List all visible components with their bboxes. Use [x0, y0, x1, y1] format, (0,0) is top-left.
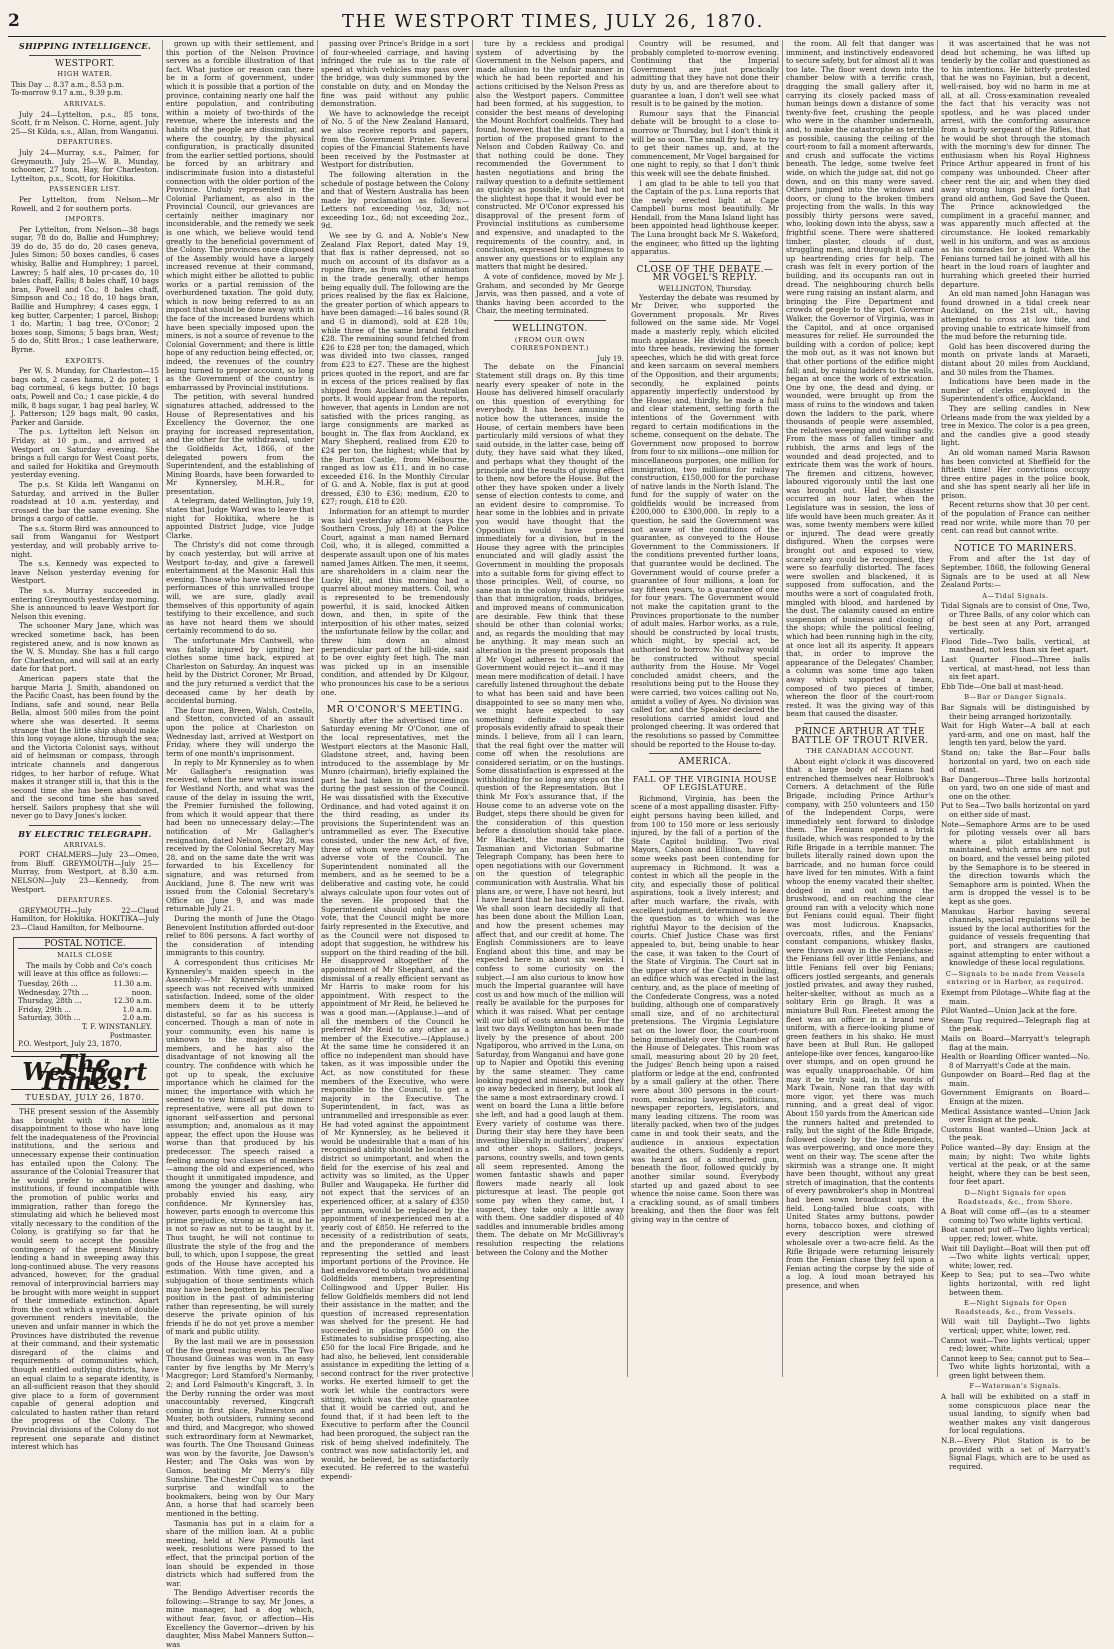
signal-item: Ebb Tide—One ball at mast-head. [941, 681, 1064, 691]
tel-departures-text: GREYMOUTH—July 22—Claud Hamilton, for Hokitika. HOKITIKA—July 23—Claud Hamilton, for Melbourne. [11, 905, 159, 932]
wellington-continued: Country will be resumed, and probably completed to-morrow evening. Continuing that the Imperial Government are just practically admitting that they have not done their duty by us, and are therefore about to guarantee a loan, I don't well see what result is to be gained by the motion. [631, 39, 779, 109]
divider [959, 540, 1072, 541]
postmaster-title: Postmaster. [109, 1030, 152, 1040]
news-paragraph: The petition, with several hundred signatures attached, addressed to the House of Representatives and his Excellency the Governor, the one praying for increased representation, and the other for the withdrawal, under the Goldfields Act, 1866, of the delegated powers from the Superintendent, and the establishing of Mining Boards, have been forwarded to Mr Kynnersley, M.H.R., for presentation. [166, 392, 314, 496]
signal-item: Boat cannot put off—Two lights vertical; upper, red; lower, white. [941, 1225, 1090, 1243]
shipping-note: The p.s. Lyttelton left Nelson on Friday, at 10 p.m., and arrived at Westport on Saturday evening. She brings a full cargo for West Coast ports, and sailed for Hokitika and Greymouth yesterday evening. [11, 427, 159, 480]
exports-text: Per W. S. Munday, for Charleston—15 bags oats, 2 cases hams, 2 do poter, 1 bag cornmeal, 6 kegs butter, 10 bags oats, Powell and Co.; 1 case pickle, 4 do milk, 8 bags sugar, 1 bag peal barley, W. J. Patterson; 129 bags malt, 90 casks, Parker and Garside. [11, 366, 159, 427]
divider [649, 261, 761, 262]
america-heading: AMERICA. [678, 757, 732, 768]
running-title: THE WESTPORT TIMES, JULY 26, 1870. [341, 10, 764, 32]
news-paragraph: The following alteration in the schedule of postage between the Colony and that of Western Australia has been made by proclamation as follows:—Letters not exceeding ½oz, 3d; not exceeding 1oz., 6d; not exceeding 2oz., 9d. [321, 169, 469, 231]
imports-heading: IMPORTS. [65, 215, 105, 224]
bar-signals-heading: B—Bar or Danger Signals. [964, 693, 1067, 702]
signal-item: Flood Tide—Two balls, vertical, at masthead, not less than six feet apart. [941, 636, 1090, 655]
bar-signals-list [941, 704, 1090, 968]
news-paragraph: Rumour says that the Financial debate will be brought to a close to-morrow or Thursday, but I don't think it will be so soon. The small fry have to try to get their names up, and, at the commencement, Mr Vogel bargained for one night to reply, so that I don't think this week will see the debate finished. [631, 108, 779, 178]
column-1 [8, 40, 163, 1452]
meeting-heading: MR O'CONOR'S MEETING. [326, 705, 464, 716]
shipping-note: The schooner Mary Jane, which was wrecked sometime back, has been registered anew, and is now known as the W. S. Munday. She has a full cargo for Charleston, and will sail at an early date for that port. [11, 621, 159, 674]
shipping-note: The s.s. Storm Bird was announced to sail from Wanganui for Westport yesterday, and will probably arrive to-night. [11, 523, 159, 559]
shore-night-signals-list [941, 1208, 1090, 1297]
signal-item: Put to Sea—Two balls horizontal on yard on either side of mast. [941, 801, 1090, 820]
signal-item: Last Quarter Flood—Three balls vertical, at mast-head, not less than six feet apart. [941, 654, 1090, 682]
signal-item: Mails on Board—Marryatt's telegraph flag at the main. [941, 1033, 1090, 1052]
signal-item: Note—Semaphore Arms are to be used for piloting vessels over all bars where a pilot establishment is maintained, which arms are not put on board, and the vessel being piloted by the Semaphore is to be steered in the direction towards which the Semaphore arm is pointed. When the arm is dropped the vessel is to be kept as she goes. [941, 819, 1090, 906]
prince-arthur-heading: PRINCE ARTHUR AT THE BATTLE OF TROUT RIVER. [791, 726, 929, 746]
mail-time: 11.30 a.m. [113, 978, 152, 988]
column-6 [783, 40, 938, 1377]
postal-notice-box [13, 937, 157, 1052]
divider [649, 753, 761, 754]
news-paragraph: We see by G. and A. Noble's New Zealand Flax Report, dated May 19, that flax is rather depressed, not so much on account of its disfavor as a ropine fibre, as from want of animation in the trade generally, other hemps being equally dull. The following are the prices realised by the flax ex Halcione, the greater portion of which appears to have been damaged:—16 bales sound (R and G in diamond), sold at £28 10s; while three of the same brand fetched £28. The remaining sound fetched from £26 to £28 per ton; the damaged, which was divided into two classes, ranged from £23 to £27. These are the highest prices quoted in the report, and are far in excess of the prices realised by flax shipped from Auckland and Australian ports. It would appear from the reports, however, that agents in London are not satisfied with the prices ranging, as large consignments are marked as bought in. The flax from Auckland, ex Mary Shepherd, realised from £20 to £24 per ton, the highest; while that by the Burton Castle, from Melbourne, ranged as low as £11, and in no case exceeded £16. In the Monthly Circular of G. and A. Noble, flax is put at good dressed, £30 to £36; medium, £20 to £27; rough, £18 to £20. [321, 231, 469, 507]
telegraph-heading: BY ELECTRIC TELEGRAPH. [18, 829, 152, 840]
mail-day: Friday, 29th ... [18, 1004, 72, 1014]
news-paragraph: I am glad to be able to tell you that the Captain of the p.s. Luna reports that the newly erected light at Cape Campbell burns most beautifully. Mr Hendall, from the Mana Island light has been appointed head lighthouse keeper. The Luna brought back Mr S. Wakeford, the engineer, who fitted up the lighting apparatus. [631, 178, 779, 257]
waterman-signals-list [941, 1393, 1090, 1471]
passenger-heading: PASSENGER LIST. [49, 185, 121, 194]
news-paragraph: A telegram, dated Wellington, July 19, states that Judge Ward was to leave that night for Hokitika, where he is appointed District Judge, vice Judge Clarke. [166, 496, 314, 540]
news-paragraph: Tasmania has put in a claim for a share of the million loan. At a public meeting, held at New Plymouth last week, resolutions were passed to the effect, that the principal portion of the loan should be expended in those districts which had suffered from the war. [166, 1518, 314, 1588]
signal-item: Exempt from Pilotage—White flag at the main. [941, 987, 1090, 1006]
tidal-signals-list [941, 602, 1090, 691]
prince-arthur-continued: it was ascertained that he was not dead but scheming, he was lifted up tenderly by the collar and questioned as to his intentions. He bitterly protested that he was no Fayinian, but a decent, well-raised, boy wid no harm in me at all, at all. Cross-examination revealed the fact that his veracity was not spotless, and he was placed under arrest, with the comforting assurance from a burly sergeant of the Rifles, that he would be shot through the stomach with the morning's dew for dinner. The enthusiasm when his Royal Highness Prince Arthur appeared in front of his company was unbounded. Cheer after cheer rent the air, and when they died away strong lungs pealed forth that grand old anthem, God Save the Queen. The Prince acknowledged the compliment in a graceful manner, and was apparently much affected at the circumstance. He looked remarkably well in his uniform, and was as anxious as his comrades for a fight. When the Fenians turned tail he joined with all his heart in the loud roars of laughter and hurrahing which greeted their hurried departure. [941, 39, 1090, 289]
mariners-notice-heading: NOTICE TO MARINERS. [954, 543, 1077, 554]
wellington-text: The debate on the Financial Statement still drags on. By this time nearly every speaker of note in the House has delivered himself oracularly on this question of everything for everybody. It has been amusing to notice how the utterances, inside the House, of certain members have been particularly mild versions of what they said outside, in the latter case, being off duty, they have said what they liked, and perhaps what they thought of the principle and the results of giving effect to them, now before the House. But the other they have spoken under a lively sense of election contests to come, and an evident desire to compromise. To hear some in the lobbies and in private you would have thought that the Opposition would have pressed immediately for a division, but in the House they agree with the principles enunciated and will gladly assist the Government in moulding the proposals into a suitable form for giving effect to those principles. Well, of course, no sane man in the colony thinks otherwise than that immigration, roads, bridges, and improved means of communication are desirable. Few think that these should be other than colonial works; and, as regards the moulding that may be anything. It may mean such an alteration in the present proposals that if Mr Vogel adheres to his word the Government would reject it—and it may mean mere modification of detail. I have carefully listened throughout the debate to what has been said and have been disappointed to see so many men who, we might have expected to say something definite about these proposals evidently afraid to speak their minds. I believe, from all I can learn, that the real fight over the matter will come off when the resolutions are considered seriatim, or on the hustings. Some dissatisfaction is expressed at the withholding for so long any steps on the question of the Representation. But I think Mr Fox's assurance that, if the House come to an adverse vote on the Budget, steps there should be given for the consideration of this question before a dissolution should take place. Mr Blackett, the manager of the Tasmanian and Victorian Submarine Telegraph Company, has been here to open negotiations with our Government on the question of telegraphic communication with Australia. What his plans are, or were, I have not heard, but I have heard that he has signally failed. We shall soon learn decidedly all that has been done about the Million Loan, and how the present schemes may affect that, and our credit at home. The English Commissioners are to leave England about this time, and may be expected here in about six weeks. I confess to some curiosity on the subject.—I am also curious to know how much the Imperial guarantee will have cost us and how much of the million will really be available for the purposes for which it was raised. What per centage will our bill of costs amount to. For the last two days Wellington has been made lively by the presence of about 200 Ngatiporou, who arrived in the Luna, on Saturday, from Wanganui and have gone up to Napier and Opotiki this evening by the same steamer. They came looking ragged and miserable, and they go away bedecked in finery, but look all the same a most extraordinary crowd. I went on board the Luna a little before she left, and had a good laugh at them. Every variety of costume was there. During their stay here they have been investing liberally in outfitters', drapers' and other shops. Sailors, jockeys, parsons, country swells, and town gents all seem represented. Among the women fantastic shawls and paper flowers made nearly all look picturesque at least. The people got some pay when they came, but, I suspect, they take only a little away with them. One saddler disposed of 40 saddles and innumerable bridles among them. The debate on Mr McGillivray's resolution respecting the relations between the Colony and the Mother [476, 362, 624, 1257]
divider [339, 701, 451, 702]
debate-heading: CLOSE OF THE DEBATE.—MR VOGEL'S REPLY. [636, 264, 774, 284]
news-paragraph: passing over Prince's Bridge in a sort of four-wheeled carriage, and having infringed the rule as to the rate of speed at which vehicles may pass over the bridge, was duly summoned by the constable on duty, and on Monday the fine was paid without any public demonstration. [321, 39, 469, 109]
signal-item: A ball will be exhibited on a staff in some conspicuous place near the usual landing, to signify when bad weather makes any visit dangerous for local regulations. [941, 1392, 1090, 1436]
postal-notice-heading: POSTAL NOTICE. [18, 940, 152, 950]
debate-text: Yesterday the debate was resumed by Mr Driver, who supported the Government proposals. Mr Rives followed on the same side. Mr Vogel made a masterly reply, which elicited much applause. He divided his speech into three heads, reviewing the former speeches, which he did with great force and keen sarcasm on several members of the Opposition, and their arguments; secondly, he explained points apparently imperfectly understood by the House; and, thirdly, he made a full and clear statement, setting forth the intentions of the Government with regard to certain modifications in the scheme, consequent on the debate. The Government now proposed to borrow from four to six millions—one million for miscellaneous purposes, one million for immigration, two millions for railway construction, £150,000 for the purchase of native lands in the North Island. The fund for the supply of water on the goldfields would be increased from £200,000 to £300,000. In reply to a question, he said the Government was not aware of the conditions of the guarantee, as conveyed to the House Government to the Commissioners. If the conditions prevented further loans, that guarantee would be declined. The Government would of course prefer a guarantee of four millions, a loan for say fifteen years, to a guarantee of one for four years. The Government would not make the capitation grant to the Provinces proportionate to the number of adult males. Harbor works, as a rule, should be constructed by local trusts, which might, by special act, be authorised to borrow. No railway would be constructed without special authority from the House. Mr Vogel concluded amidst cheers, and the resolutions being put to the House they were carried, two voices calling out No, amidst a volley of Ayes. No division was called for, and the Speaker declared the resolutions carried amidst loud and prolonged cheering. It was ordered that the resolutions so passed by Committee should be reported to the House to-day. [631, 292, 779, 749]
column-7 [938, 39, 1093, 1471]
news-paragraph: During the month of June the Otago Benevolent Institution afforded out-door relief to 806 persons. A fact worthy of the consideration of intending immigrants to this country. [166, 913, 314, 958]
signal-item: N.B.—Every Pilot Station is to be provided with a set of Marryatt's Signal Flags, which are to be used as required. [941, 1436, 1090, 1471]
signal-item: Wait for High Water—A ball at each yard-arm, and one on mast, half the length ten yard, below the yard. [941, 721, 1090, 748]
mail-time: 12.30 a.m. [113, 996, 152, 1006]
editorial-continued: grown up with their settlement, and this portion of the Nelson Province serves as a forcible illustration of that fact. What justice or reason can there be in a form of government, under which it is possible that a portion of the province, containing nearly one half the entire population, and contributing within a moiety of two-thirds of the revenue, where the interests and the habits of the people are dissimilar, and where the country, by the physical configuration, is practically disunited from the earlier settled portions, should be forced by an arbitrary and indiscriminate fusion into a distasteful connection with the older portion of the Province. Unduly represented in the Colonial Parliament, as also in the Provincial Council, our grievances are certainly neither imaginary nor inconsiderable, and the remedy we seek is one which, we believe would tend greatly to the beneficial government of the Colony. The provinces once disposed of the Assembly would have a largely increased revenue at their command, which might either be allotted to public works or a partial remission of the overburdened taxation. The gold duty, which is now being referred to as an impost that should be done away with in the face of the increased burdens which have been specially imposed upon the miners, is not a source of revenue to the Colonial Government; and there is little hope of any reduction being effected, or, indeed, the revenues of the country being turned to proper account, so long as the Government of the country is embarrassed by Provincial institutions. [166, 39, 314, 392]
newspaper-nameplate: The Westport Times. [11, 1056, 159, 1090]
waterman-signals-heading: F—Waterman's Signals. [969, 1382, 1062, 1391]
mails-close-heading: MAILS CLOSE [57, 951, 113, 960]
vessel-night-signals-list [941, 1318, 1090, 1380]
mail-time: 2.0 a.m. [122, 1013, 152, 1023]
page-number: 2 [8, 11, 20, 31]
mail-time: 1.0 a.m. [122, 1004, 152, 1014]
shipping-note: The p.s. St Kilda left Wanganui on Saturday, and arrived in the Buller roadstead at 10 a.m. yesterday, and crossed the bar the same evening. She brings a cargo of cattle. [11, 479, 159, 524]
signal-item: A Boat will come off—(as to a steamer coming to) Two white lights vertical. [941, 1207, 1090, 1225]
divider [29, 825, 141, 826]
debate-dateline: WELLINGTON, Thursday. [658, 284, 752, 294]
shipping-note: The s.s. Murray succeeded in entering Greymouth yesterday morning. She is announced to leave Westport for Nelson this evening. [11, 586, 159, 621]
signal-item: Stand on; take the Bar—Four balls horizontal on yard, two on each side of mast. [941, 747, 1090, 775]
signal-item: Health or Boarding Officer wanted—No. 8 of Marryatt's Code at the main. [941, 1052, 1090, 1070]
passenger-text: Per Lyttelton, from Nelson—Mr Rowell, and 2 for southern ports. [11, 194, 159, 213]
news-paragraph: An old man named John Hanagan was found drowned in a tidal creek near Auckland, on the 21st ult., having attempted to cross at low tide, and proving unable to extricate himself from the mud before the returning tide. [941, 289, 1090, 342]
mail-day: Saturday, 30th ... [18, 1013, 81, 1023]
divider [804, 723, 916, 724]
signal-item: Keep to Sea; put to sea—Two white lights horizontal, with red light between them. [941, 1270, 1090, 1297]
exports-heading: EXPORTS. [65, 356, 105, 365]
departures-heading: DEPARTURES. [56, 138, 114, 147]
signal-item: Gunpowder on Board—Red flag at the main. [941, 1070, 1090, 1088]
mails-intro: The mails by Cobb and Co's coach will leave at this office as follows:— [18, 960, 152, 979]
signal-item: Tidal Signals are to consist of One, Two, or Three Balls, of any color which can be best seen at any Port, arranged vertically. [941, 601, 1090, 637]
prince-arthur-text: About eight o'clock it was discovered that a large body of Fenians had entrenched themselves near Holbrook's Corners. A detachment of the Rifle Brigade, including Prince Arthur's company, with 250 volunteers and 150 of the Independent Corps, were immediately sent forward to dislodge them. The Fenians opened a brisk fusilade, which was responded to by the Rifle Brigade in a terrible manner. The bullets literally rained down upon the barricade, and no human force could have lived for ten minutes. With a faint whoop the enemy vacated their shelter, dodged in and out among the brushwood, and on reaching the clear ground ran with a velocity which none but Fenians could equal. Their flight was most ludicrous. Knapsacks, overcoats, rifles, and the Fenians' constant companions, whiskey flasks, were thrown away in the steeplechase; the Fenians fell over little Fenians, and little Fenians fell over big Fenians; officers jostled sergeants, and generals jostled privates, and away they rushed, helter-skelter, without as much as a solitary Erin go Bragh. It was a miniature Bull Run. Fleetest among the fleet was an officer in a brand new uniform, with a fierce-looking plume of green feathers in his shako. He must have been at Bull Run. He galloped antelope-like over fences, kangaroo-like over stumps, and on open ground he was equally unapproachable. Of him may it be truly said, in the words of Mark Twain, None ran that day with more vigor, yet there was much running, and a great deal of vigor. About 150 yards from the American side the runners halted and pretended to rally, but the sight of the Rifle Brigade, followed closely by the Independents, was overpowering, and once more they went on their way. The scene after the skirmish was a strange one. It might have been thought, without any great stretch of imagination, that the contents of every pawnbroker's shop in Montreal had been sown broadcast upon the field. Long-tailed blue coats, with United States army buttons, powder horns, tobacco boxes, and clothing of every description were strewed wholesale over a two-acre field. As the Rifle Brigade were returning leisurely from the Fenian chase they fell upon a Fenian acting the corpse by the side of a log. A loud moan betrayed his presence, and when [786, 756, 934, 1290]
news-paragraph: They are selling candles in New Orleans made from the wax yielded by a tree in Mexico. The color is a pea green, and the candles give a good steady light. [941, 403, 1090, 448]
signal-item: Steam Tug required—Telegraph flag at the peak. [941, 1015, 1090, 1034]
meeting-conclusion: A vote of confidence, moved by Mr J. Graham, and seconded by Mr George Jarvis, was then passed, and a vote of thanks having been accorded to the Chair, the meeting terminated. [476, 272, 624, 316]
mail-day: Wednesday, 27th ... [18, 987, 89, 997]
signal-item: Customs Boat wanted—Union Jack at the peak. [941, 1124, 1090, 1143]
signal-item: Bar Signals will be distinguished by their being arranged horizontally. [941, 702, 1090, 721]
news-paragraph: Gold has been discovered during the month on private lands at Maraeti, distant about 20 miles from Auckland, and 30 miles from the Thames. [941, 341, 1090, 377]
news-paragraph: Recent returns show that 30 per cent. of the population of France can neither read nor write, while more than 70 per cent. can read but cannot write. [941, 500, 1090, 536]
editorial-text: THE present session of the Assembly has brought with it no little disappointment to those who have long felt the inadequateness of the Provincial institutions, and the serious and unnecessary expense their continuation has entailed upon the Colony. The assurance of the Colonial Treasurer that he would prefer to abandon these institutions, if found incompatible with the promotion of public works and immigration, rather than forego the stimulating aid which he believed most vitally necessary to the condition of the Colony, is gratifying so far that he would seem to accept the possible contingency of the present Ministry lending a hand in sweeping away this long-continued abuse. The very reasons advanced, however, for the gradual removal of interprovincial barriers may be brought with more weight in support of their immediate extinction. Apart from the cost which a system of double government renders inevitable, the uneven and unfair manner in which the Provinces have distributed the revenue at their command, and their systematic disregard of the claims and requirements of communities which, though entitled outlying districts, have an equal claim to a separate identity, is an all-sufficient reason that they should give place to a form of government capable of general adoption and calculated to hasten rather than retard the progress of the Colony. The Provincial divisions of the Colony do not represent one separate and distinct interest which has [11, 1107, 159, 1452]
signal-item: Will wait till Daylight—Two lights vertical; upper, white; lower, red. [941, 1317, 1090, 1335]
news-paragraph: Information for an attempt to murder was laid yesterday afternoon (says the Southern Cross, July 18) at the Police Court, against a man named Bernard Coil, who, it is alleged, committed a desperate assault upon one of his mates named James Aitken. The men, it seems, are shareholders in a claim near the Lucky Hit, and this morning had a quarrel about money matters. Coil, who is represented to be tremendously powerful, it is said, knocked Aitken down, and then, in spite of the interposition of his other mates, seized the unfortunate fellow by the collar, and threw him down an almost perpendicular part of the hill-side, said to be over eighty feet high. The man was picked up in an insensible condition, and attended by Dr Kilgour, who pronounces his case to be a serious one. [321, 507, 469, 697]
wellington-heading: WELLINGTON. [512, 324, 588, 334]
news-paragraph: The Bendigo Advertiser records the following:—Strange to say, Mr Jones, a mine manager, had a dog which, without fear, favor, or affection—His Excellency the Governor—driven by his daughter, Miss Mabel Manners Sutton—was [166, 1588, 314, 1649]
column-4 [473, 40, 628, 1377]
column-5 [628, 40, 783, 1377]
news-paragraph: A correspondent thus criticises Mr Kynnersley's maiden speech in the Assembly:—Mr Kynnersley's maiden speech was not received with unmixed satisfaction. Indeed, some of the older members deem it to be utterly distasteful, so far as his success is concerned. Though a man of note in your community, even his name is unknown to the majority of the members, and he has also the disadvantage of not knowing all the country. The confidence with which he got up to speak, the exclusive importance which he claimed for the miner, the importance with which he seemed to view himself as the miners' representative, were all put down to ignorant self-assertion and personal assumption; and, anomalous as it may appear, the effect upon the House was worse than that produced by his predecessor. The speech raised a feeling among two classes of members—among the old and experienced, who thought it unmitigated impudence, and among the younger and dashing, who probably envied his easy, airy confidence. Mr Kynnersley has, however, parts enough to overcome this prime prejudice, strong as it is, and he is not so raw as not to be taught by it. Thus taught, he will not continue to illustrate the style of the frog and the bull, to which, upon I suppose, the great gods of the House have accepted his estimation. With time given, and a subjugation of those sentiments which may have been begotten by his peculiar position in the past of administering rather than representing, he will surely deserve the private opinion of his friends if he do not yet prove a member of mark and public utility. [166, 957, 314, 1337]
departures-text: July 24—Murray, s.s., Palmer, for Greymouth. July 25—W. B. Munday, schooner, 27 tons, Hay, for Charleston. Lyttelton, p.s., Scott, for Hokitika. [11, 147, 159, 183]
vessel-signals-list [941, 989, 1090, 1187]
signal-item: Wait till Daylight—Boat will then put off—Two white lights vertical; upper, white; lower, red. [941, 1243, 1090, 1270]
issue-date: TUESDAY, JULY 26, 1870. [11, 1094, 159, 1106]
signal-item: Pilot Wanted—Union Jack at the fore. [941, 1006, 1078, 1016]
shipping-heading: SHIPPING INTELLIGENCE. [18, 41, 152, 51]
virginia-text: Richmond, Virginia, has been the scene of a most appalling disaster. Fifty-eight persons having been killed, and from 100 to 150 more or less seriously injured, by the fall of a portion of the State Capitol building. Two rival Mayors, Cahoon and Ellison, have for some weeks past been contending for supremacy in Richmond. It was a contest in which all the people in the city, and especially those of political aspirations, took a lively interest; and after much warfare, the rivals, with excellent judgment, determined to leave the question as to which was the rightful Mayor to the decision of the courts. Chief Justice Chase was first appealed to, but, being unable to hear the case, it was taken to the Court of the State of Virginia. The Court sat in the upper story of the Capitol building, an edifice which was erected in the last century, and, as the place of meeting of the Confederate Congress, was a noted building, although one of comparatively small size, and of no architectural pretensions. The Virginia Legislature sat on the lower floor, the court-room being immediately over the Chamber of the House of Delegates. This room was small, measuring about 20 by 20 feet, the Judges' Bench being upon a raised platform or ledge at the end, confronted by a small gallery at the other. There were about 300 persons in the court-room, embracing lawyers, politicians, newspaper reporters, legislators, and many leading citizens. The room was literally packed, when two of the judges came in and took their seats, and the audience in anxious expectation awaited the others. Suddenly a report was heard as of a smothered gun, beneath the floor, followed quickly by another similar sound. Everybody started up and gazed about to see whence the noise came. Soon there was a crackling sound, as of small timbers breaking, and then the floor was felt giving way in the centre of [631, 793, 779, 1224]
virginia-heading: FALL OF THE VIRGINIA HOUSE OF LEGISLATURE. [632, 774, 778, 793]
tide-this-day: This Day ... 8.37 a.m., 8.53 p.m. [11, 80, 125, 89]
tel-arrivals-text: PORT CHALMERS—July 23—Omeo, from Bluff. GREYMOUTH—July 25—Murray, from Westport, at 8.30 a.m. NELSON—July 23—Kennedy, from Westport. [11, 850, 159, 894]
news-paragraph: In reply to Mr Kynnersley as to when Mr Gallagher's resignation was received, when the new writ was issued for Westland North, and what was the cause of the delay in issuing the writ, the Premier furnished the following, from which it would appear that there had been no unnecessary delay:—The notification of Mr Gallagher's resignation, dated Nelson, May 28, was received by the Colonial Secretary May 28, and on the same date the writ was forwarded to his Excellency for signature, and was returned from Auckland, June 8. The new writ was issued from the Colonial Secretary's Office on June 9, and was made returnable July 21. [166, 758, 314, 914]
news-paragraph: Indications have been made in the number of clerks employed in the Superintendent's office, Auckland. [941, 377, 1090, 404]
signal-item: Police wanted—By day: Ensign at the main; by night: Two white lights vertical at the peak, or at the same height, where they can be best seen, four feet apart. [941, 1143, 1090, 1187]
page-masthead [8, 6, 1106, 37]
imports-text: Per Lyttelton, from Nelson—38 bags sugar, 78 do do, Ballie and Humphrey; 39 do do, 35 do do, 20 cases geneva, Jules Simon; 50 boxes candles, 6 cases whisky, Ballie and Humphrey; 1 parcel, Lawrey; 5 half ales, 10 pr-cases do, 10 bales chaff, Fallis; 8 bales chaff, 10 bags bran, Powell and Co.; 8 bales chaff, Simpson and Co.; 18 do, 10 bags bran, Baillie and Humphrey; 4 cases eggs, 1 keg butter, Carpenter; 1 parcel, Bishop; 1 do, Martin; 1 bag tree, O'Conor; 2 boxes soap, Simons; 5 bags bran, West; 5 do do, Stitt Bros.; 1 case leatherware, Byrne. [11, 224, 159, 354]
wellington-date: July 19. [597, 354, 624, 363]
news-paragraph: By the last mail we are in possession of the five great racing events. The Two Thousand Guineas was won in an easy canter by five lengths by Mr Merry's Macgregor; Lord Stamford's Normanby, 2; and Lord Falmouth's Kingcraft, 3. In the Derby running the order was most unaccountably reversed, Kingcraft coming in first place, Palmerston and Muster, both outsiders, running second and third, and Macgregor, who showed such extraordinary form at Newmarket, was fourth. The One Thousand Guineas was won by the favorite, Joe Dawson's Hester; and The Oaks was won by Gamos, beating Mr Merry's filly Sunshine. The Chester Cup was another surprise and windfall to the bookmakers, being won by Our Mary Ann, a horse that had scarcely been mentioned in the betting. [166, 1337, 314, 1518]
meeting-continued: ture by a reckless and prodigal system of advertising by the Government in the Nelson papers, and made allusion to the unfair manner in which he had been reported and his actions criticised by the Nelson Press as also the Westport papers. Committee had been formed, at his suggestion, to consider the best means of developing the Mount Rochfort coalfields. They had found, however, that the mines formed a portion of the proposed grant to the Nelson and Cobden Railway Co. and that nothing could be done. They recommended the Government to hasten negotiations and bring the railway question to a definite settlement as quickly as possible, but he had not the slightest hope that it would ever be constructed. Mr O'Conor expressed his disapproval of the present form of Provincial institutions as cumbersome and expensive, and unadapted to the requirements of the country, and, in conclusion, expressed his willingness to answer any questions or to explain any matters that might be desired. [476, 39, 624, 272]
signal-item: Cannot keep to Sea; cannot put to Sea—Two white lights horizontal, with a green light between them. [941, 1353, 1090, 1380]
shore-night-signals-heading: D—Night Signals for open Roadsteads, &c., from Shore. [957, 1189, 1074, 1206]
high-water-heading: HIGH WATER. [57, 70, 113, 79]
divider [494, 320, 606, 321]
shipping-note: The s.s. Kennedy was expected to leave Nelson yesterday evening for Westport. [11, 559, 159, 586]
wellington-subheading: (FROM OUR OWN CORRESPONDENT.) [510, 335, 590, 353]
news-paragraph: The unfortunate Mrs Cantwell, who was fatally injured by igniting her clothes some time back, expired at Charleston on Saturday. An inquest was held by the District Coroner, Mr Broad, and the jury returned a verdict that the deceased came by her death by accidental burning. [166, 635, 314, 706]
tel-arrivals-heading: ARRIVALS. [63, 840, 107, 849]
virginia-continued: the room. All felt that danger was imminent, and instinctively endeavored to secure safety, but for almost all it was too late. The floor went down into the chamber below with a terrific crash, dragging the small gallery after it, carrying its closely packed mass of human beings down a distance of some twenty-five feet, crushing the people who were in the chamber underneath, and, to make the catastrophe as terrible as possible, causing the ceiling of the court-room to fall a moment afterwards, and crush and suffocate the victims beneath. The ledge, some twelve feet wide, on which the judge sat, did not go down, and on this many were saved. Others jumped into the windows and doors, or clung to the broken timbers projecting from the walls. In this way possibly thirty persons were saved, who, looking down into the abyss, saw a frightful scene. There were shattered timber, plaster, clouds of dust, struggling men, and through it all came up heartrending cries for help. The crash was felt in every portion of the building, and its occupants ran out in dread. The neighbouring church bells were rung raising an instant alarm, and bringing the Fire Department and crowds of people to the spot. Governor Walker, the Governor of Virginia, was in the Capitol, and at once organised measures for relief. He surrounded the building with a cordon of police; kept the mob out, as it was not known but that other portions of the edifice might fall; and, by raising ladders to the walls, began at once the work of extrication. One by one, the dead and dying, or wounded, were brought up from the mass of ruins to the windows and taken down the ladders to the park, where thousands of people were assembled, the relatives weeping and wailing sadly. From the mass of fallen timber and rubbish, the arms and legs of the wounded and dead projected, and to extricate them was the work of hours. The firemen and citizens, however, laboured vigorously until the last one was brought out. Had the disaster occurred an hour later, when the Legislature was in session, the loss of life would have been much greater. As it was, some twenty members were killed or injured. The dead were greatly disfigured. When the corpses were brought out and exposed to view, scarcely any could be recognised, they were so fearfully distorted. The faces were swollen and blackened, it is supposed from suffocation, and the mouths were a sort of coagulated froth, mingled with blood, and hardened by the dust. The calamity caused an entire suspension of business and closing of the shops; while the political feeling, which had been running high in the city, at once lost all its asperity. It appears that, in order to improve the appearance of the Delegates' Chamber, a column was some time ago taken away which supported a beam, composed of two pieces of timber, whereon the floor of the court-room rested. It was the giving way of this beam that caused the disaster. [786, 39, 934, 719]
tel-departures-heading: DEPARTURES. [56, 896, 114, 905]
news-paragraph: The four men, Breen, Walsh, Costello, and Stetton, convicted of an assault upon the police at Charleston on Wednesday last, arrived at Westport on Friday, where they will undergo the term of one month's imprisonment. [166, 705, 314, 758]
mail-time: noon. [131, 987, 152, 997]
news-paragraph: An old woman named Maria Rawson has been convicted at Sheffield for the fiftieth time! Her convictions occupy three entire pages in the police book, and she has spent nearly all her life in prison. [941, 447, 1090, 500]
mail-day: Thursday, 28th ... [18, 996, 82, 1006]
divider [649, 771, 761, 772]
news-paragraph: The Christy's did not come through by coach yesterday, but will arrive at Westport to-day, and give a farewell entertainment at the Masonic Hall this evening. Those who have witnessed the performances of this unrivalled troupe will, we are sure, gladly avail themselves of this opportunity of again testifying to their excellence, and such as have not heard them we should certainly recommend to do so. [166, 540, 314, 636]
column-3 [318, 39, 473, 1481]
arrivals-text: July 24—Lyttelton, p.s., 85 tons, Scott, fr m Nelson. C. Horne, agent. July 25—St Kilda, s.s., Allan, from Wanganui. [11, 109, 159, 136]
signal-item: Cannot wait—Two lights vertical; upper red; lower, white. [941, 1335, 1090, 1354]
signal-item: Medical Assistance wanted—Union Jack over Ensign at the peak. [941, 1106, 1090, 1125]
signal-item: Bar Dangerous—Three balls horizontal on yard, two on one side of mast and one on the other. [941, 774, 1090, 801]
columns [8, 39, 1106, 1649]
tide-tomorrow: To-morrow 9.17 a.m., 9.39 p.m. [11, 89, 123, 98]
signal-item: Government Emigrants on Board—Ensign at the mizen. [941, 1088, 1090, 1107]
tidal-signals-heading: A—Tidal Signals. [982, 591, 1049, 600]
mail-day: Tuesday, 26th ... [18, 978, 78, 988]
news-paragraph: We have to acknowledge the receipt of No. 5 of the New Zealand Hansard, we also receive reports and papers, from the Government Printer. Several copies of the Financial Statements have been received by the Postmaster at Westport for distribution. [321, 108, 469, 170]
shipping-note: American papers state that the barque Maria J. Smith, abandoned on the Pacific Coast, has been found by the Indians, safe and sound, near Bella Bella, almost 500 miles from the point where she was deserted. It seems strange that the little ship should make this long voyage alone, through the sea; and the Victoria Colonist says, without aid of helmsman or compass, through intricate channels and dangerous ridges, to her harbor of refuge. What makes it stranger still is, that this is the second time she has been abandoned, and the second time she has saved herself. Sailors prophesy that she will never go to Davy Jones's locker. [11, 673, 159, 821]
signal-item: Manukau Harbor having several channels, special regulations will be issued by the local authorities for the guidance of vessels frequenting that port, and strangers are cautioned against attempting to enter without a knowledge of these local regulations. [941, 906, 1090, 968]
prince-arthur-subheading: THE CANADIAN ACCOUNT. [806, 747, 914, 756]
mariners-intro: From and after the 1st day of September, 1868, the following General Signals are to be used at all New Zealand Ports:— [941, 554, 1090, 590]
vessel-night-signals-heading: E—Night Signals for Open Roadsteads, &c., from Vessels. [955, 1299, 1076, 1316]
divider [29, 55, 141, 56]
vessel-signals-heading: C—Signals to be made from Vessels entering or in Harbor, as required. [945, 969, 1086, 987]
column-2 [163, 39, 318, 1649]
postmaster-name: T. F. WINSTANLEY. [81, 1021, 152, 1031]
arrivals-heading: ARRIVALS. [63, 99, 107, 108]
meeting-text: Shortly after the advertised time on Saturday evening Mr O'Conor, one of the local representatives, met the Westport electors at the Masonic Hall, Gladstone street, and, having been introduced to the assemblage by Mr Munro (chairman), briefly explained the part he had taken in the proceedings during the past session of the Council. He was dissatisfied with the Executive Ordinance, and had voted against it on the third reading, as under its provisions the Superintendent was an untrammelled as ever. The Executive consisted, under the new Act, of five, three of whom were removable by an adverse vote of the Council. The Superintendent nominated all the members, and as he seemed to be a deliberative and casting vote, he could always calculate upon four votes out of the seven. He proposed that the Superintendent should only have one vote, that the Council might be more fairly represented in the Executive, and as the Council were not disposed to adopt that suggestion, he withdrew his support on the third reading of the bill. He disapproved altogether of the appointment of Mr Shephard, and the dismissal of a really efficient servant as Mr Harris to make room for his appointment. With respect to the appointment of Mr Reid, he believed he was a good man.—(Applause.)—and of all the members of the Council he preferred Mr Reid to any other as a member of the Executive.—(Applause.) At the same time he considered it an office no independent man should have taken, as it was impossible under the Act, as now constituted for these members of the Executive, who were responsible to the Council, to get a majority in the Executive. The Superintendent, in fact, was as untrammelled and irresponsible as ever. He had voted against the appointment of Mr Kynnersley, as he believed it would be undesirable that a man of his recognised ability should be located in a district so unimportant, and when the field for the exercise of his zeal and activity was so limited, as the Upper Buller and Waugapeka. He further did not expect that the services of an experienced officer, at a salary of £350 per annum, would be replaced by the appointment of inexperienced men at a yearly cost of £850. He referred to the necessity of a redistribution of seats, and the preponderance of members representing the settled and least important portions of the Province. He had endeavored to obtain two additional Goldfields members, representing Collingwood and Upper Buller. His fellow Goldfields members did not lend their assistance in the matter, and the question of increased representation was shelved for the present. He had succeeded in placing £500 on the Estimates to subsidise prospecting, also £50 for the local Fire Brigade, and he had also, he believed, lent considerable assistance in expediting the letting of a second contract for the river protective works. He exerted himself to get the work let while the contractors were sitting, which was the only guarantee that it would be carried out, and he found that, if it had been left to the Executive to perform after the Council had been prorogued, the subject ran the risk of being shelved indefinitely. The contract was now satisfactorily let, and would, he believed, be as satisfactorily executed. He referred to the wasteful expendi- [321, 715, 469, 1481]
post-office-date: P.O. Westport, July 23, 1870. [18, 1039, 122, 1049]
westport-heading: WESTPORT. [54, 58, 116, 69]
